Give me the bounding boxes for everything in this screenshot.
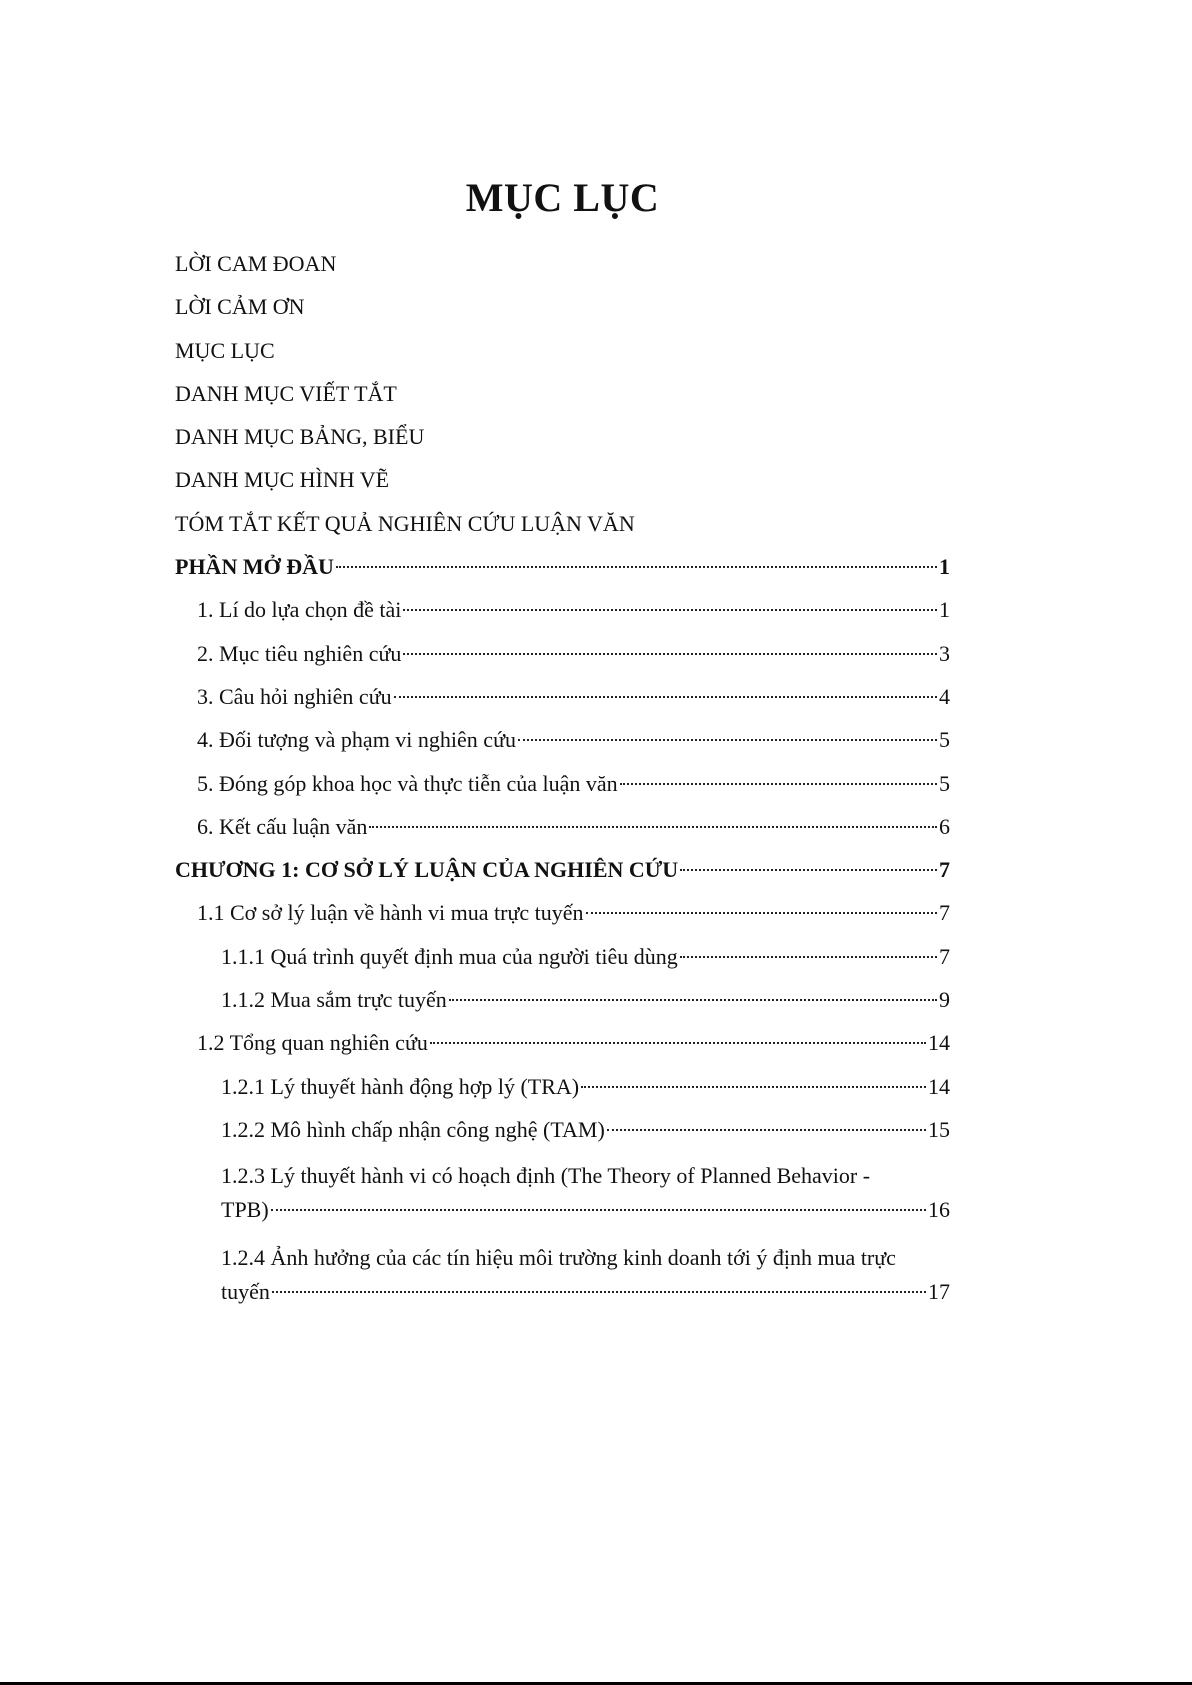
toc-item-text: 3. Câu hỏi nghiên cứu (197, 683, 392, 709)
toc-page-number: 7 (939, 900, 950, 926)
toc-page-number: 14 (928, 1030, 950, 1056)
toc-item-text: TPB) (221, 1197, 269, 1223)
toc-page-number: 1 (939, 597, 950, 623)
toc-page-number: 7 (939, 857, 950, 883)
dot-leader (581, 1086, 926, 1088)
dot-leader (369, 826, 937, 828)
toc-front-matter-item[interactable] (175, 380, 950, 423)
toc-chapter-entry[interactable] (175, 856, 950, 899)
toc-item-text: 1.2.2 Mô hình chấp nhận công nghệ (TAM) (221, 1116, 605, 1142)
toc-page-number: 3 (939, 640, 950, 666)
toc-section-entry[interactable] (175, 770, 950, 813)
toc-item-text: 5. Đóng góp khoa học và thực tiễn của luận văn (197, 770, 618, 796)
page-title: MỤC LỤC (465, 175, 660, 220)
dot-leader (449, 999, 937, 1001)
toc-page-number: 15 (928, 1116, 950, 1142)
toc-page-number: 7 (939, 943, 950, 969)
toc-subsection-entry[interactable] (175, 1241, 950, 1309)
toc-item-text: DANH MỤC VIẾT TẮT (175, 380, 397, 406)
toc-item-text: TÓM TẮT KẾT QUẢ NGHIÊN CỨU LUẬN VĂN (175, 510, 635, 536)
toc-front-matter-item[interactable] (175, 510, 950, 553)
table-of-contents (175, 250, 950, 1323)
dot-leader (336, 566, 937, 568)
toc-item-text: MỤC LỤC (175, 337, 275, 363)
toc-subsection-entry[interactable] (175, 1116, 950, 1159)
toc-page-number: 5 (939, 727, 950, 753)
toc-section-entry[interactable] (175, 596, 950, 639)
toc-item-text: CHƯƠNG 1: CƠ SỞ LÝ LUẬN CỦA NGHIÊN CỨU (175, 857, 679, 883)
toc-item-text: LỜI CAM ĐOAN (175, 251, 337, 276)
toc-section-entry[interactable] (175, 683, 950, 726)
toc-item-text: DANH MỤC HÌNH VẼ (175, 467, 390, 493)
dot-leader (271, 1209, 926, 1211)
toc-front-matter-item[interactable] (175, 250, 950, 293)
toc-page-number: 6 (939, 813, 950, 839)
toc-page-number: 1 (939, 554, 950, 580)
toc-item-text: 1.1.1 Quá trình quyết định mua của người tiêu dùng (221, 943, 678, 969)
toc-item-text: 1.2.4 Ảnh hưởng của các tín hiệu môi trường kinh doanh tới ý định mua trực (221, 1245, 896, 1271)
toc-item-text: 1. Lí do lựa chọn đề tài (197, 597, 402, 623)
toc-section-entry[interactable] (175, 640, 950, 683)
dot-leader (403, 609, 937, 611)
dot-leader (272, 1291, 926, 1293)
toc-page-number: 16 (928, 1197, 950, 1223)
dot-leader (518, 739, 937, 741)
toc-section-entry[interactable] (175, 899, 950, 942)
toc-front-matter-item[interactable] (175, 293, 950, 336)
toc-item-text: 1.2.3 Lý thuyết hành vi có hoạch định (The Theory of Planned Behavior - (221, 1163, 871, 1189)
toc-page-number: 5 (939, 770, 950, 796)
dot-leader (680, 869, 937, 871)
toc-item-text: 1.1 Cơ sở lý luận về hành vi mua trực tuyến (197, 900, 584, 926)
toc-section-entry[interactable] (175, 1029, 950, 1072)
toc-front-matter-item[interactable] (175, 423, 950, 466)
toc-item-text: 4. Đối tượng và phạm vi nghiên cứu (197, 727, 516, 753)
toc-subsection-entry[interactable] (175, 1073, 950, 1116)
dot-leader (607, 1129, 926, 1131)
toc-item-text: 1.1.2 Mua sắm trực tuyến (221, 987, 447, 1013)
toc-subsection-entry[interactable] (175, 1159, 950, 1227)
toc-page-number: 9 (939, 987, 950, 1013)
dot-leader (586, 912, 937, 914)
toc-subsection-entry[interactable] (175, 986, 950, 1029)
toc-item-text: 1.2 Tổng quan nghiên cứu (197, 1030, 428, 1056)
toc-item-text: 2. Mục tiêu nghiên cứu (197, 640, 402, 666)
toc-item-continuation (221, 1275, 950, 1309)
toc-item-text: LỜI CẢM ƠN (175, 294, 305, 320)
toc-item-text: tuyến (221, 1279, 270, 1305)
dot-leader (403, 653, 937, 655)
toc-section-entry[interactable] (175, 813, 950, 856)
toc-item-text: 1.2.1 Lý thuyết hành động hợp lý (TRA) (221, 1073, 580, 1099)
toc-item-text: PHẦN MỞ ĐẦU (175, 554, 334, 580)
dot-leader (680, 956, 937, 958)
toc-front-matter-item[interactable] (175, 466, 950, 509)
toc-front-matter-item[interactable] (175, 337, 950, 380)
toc-item-text: DANH MỤC BẢNG, BIỂU (175, 424, 425, 450)
toc-subsection-entry[interactable] (175, 943, 950, 986)
toc-item-continuation (221, 1193, 950, 1227)
dot-leader (620, 783, 937, 785)
toc-page-number: 4 (939, 683, 950, 709)
dot-leader (430, 1042, 926, 1044)
toc-page-number: 14 (928, 1073, 950, 1099)
toc-page-number: 17 (928, 1279, 950, 1305)
toc-section-entry[interactable] (175, 726, 950, 769)
toc-part-entry[interactable] (175, 553, 950, 596)
dot-leader (394, 696, 937, 698)
toc-item-text: 6. Kết cấu luận văn (197, 813, 368, 839)
